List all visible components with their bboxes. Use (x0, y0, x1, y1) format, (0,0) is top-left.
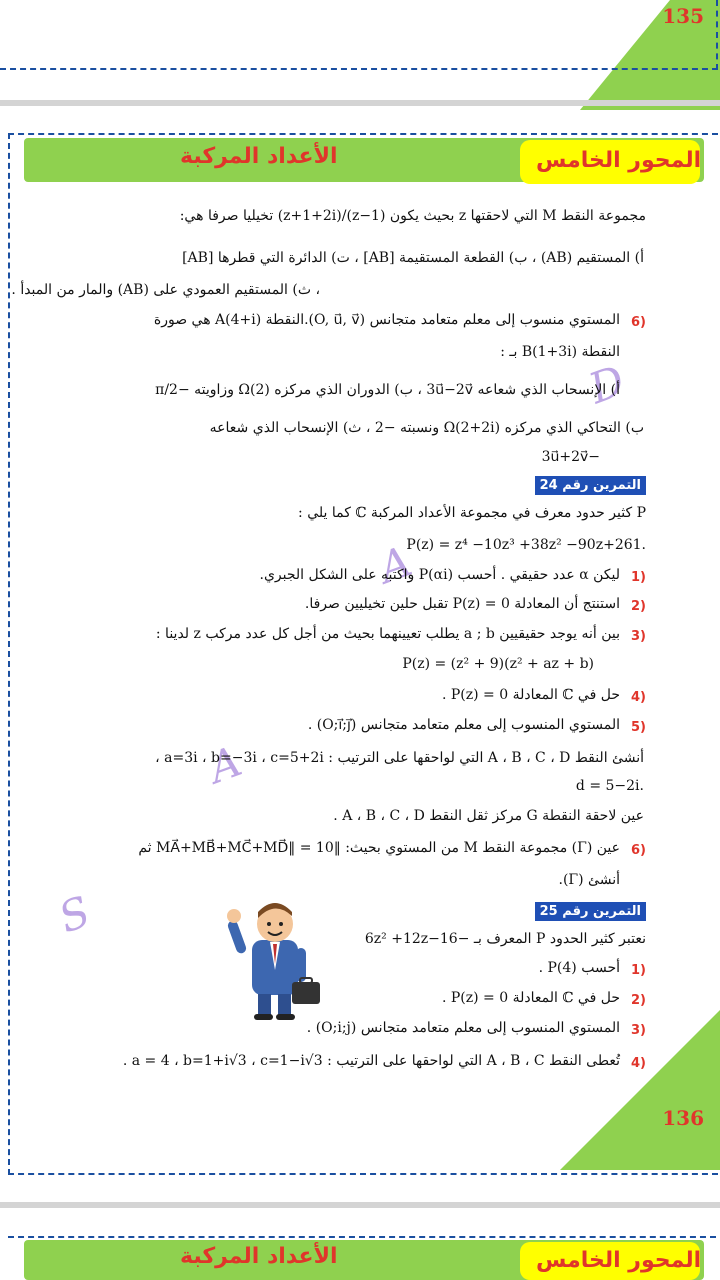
page-separator (0, 100, 720, 106)
text-line: .d = 5−2i (575, 778, 644, 794)
watermark-letter-s: S (52, 886, 97, 943)
page-border-bottom (0, 68, 718, 70)
text-line: المستوي منسوب إلى معلم متعامد متجانس (O, u⃗, v⃗).النقطة A(4+i) هي صورة (153, 312, 620, 328)
text-line: عين (Γ) مجموعة النقط M من المستوي بحيث: ‖MA⃗+MB⃗+MC⃗+MD⃗‖ = 10 ثم (138, 840, 620, 856)
page-border-right (716, 0, 718, 70)
text-line: نعتبر كثير الحدود P المعرف بـ −6z² +12z−16 (364, 931, 646, 947)
exercise-heading: التمرين رقم 25 (535, 902, 646, 921)
question-number: 5) (631, 720, 646, 735)
page-number-top: 135 (662, 4, 704, 28)
text-line: النقطة B(1+3i) بـ : (500, 344, 620, 360)
question-number: 1) (631, 570, 646, 585)
text-line: أنشئ (Γ). (558, 872, 620, 888)
text-line: مجموعة النقط M التي لاحقتها z بحيث يكون (z−1)/(z+1+2i) تخيليا صرفا هي: (179, 208, 646, 224)
watermark-letter-a2: A (202, 736, 248, 793)
text-line: ، ث) المستقيم العمودي على (AB) والمار من المبدأ . (11, 282, 320, 298)
banner-title: الأعداد المركبة (180, 144, 338, 169)
watermark-letter-a1: A (372, 536, 418, 593)
text-line: −3u⃗+2v⃗ (541, 449, 600, 465)
watermark-letter-d: D (582, 355, 632, 414)
text-line: أ) المستقيم (AB) ، ب) القطعة المستقيمة [AB] ، ت) الدائرة التي قطرها [AB] (182, 250, 644, 266)
text-line: المستوي المنسوب إلى معلم متعامد متجانس (O;i;j) . (306, 1020, 620, 1036)
text-line: حل في ℂ المعادلة P(z) = 0 . (441, 990, 620, 1006)
text-line: أ) الإنسحاب الذي شعاعه 3u⃗−2v⃗ ، ب) الدوران الذي مركزه Ω(2) وزاويته −π/2 (155, 382, 620, 398)
question-number: 6) (631, 315, 646, 330)
corner-triangle-bottom (560, 1010, 720, 1170)
text-line: أنشئ النقط A ، B ، C ، D التي لواحقها على الترتيب : a=3i ، b=−3i ، c=5+2i ، (155, 750, 644, 766)
text-line: أحسب P(4) . (538, 960, 620, 976)
question-number: 6) (631, 843, 646, 858)
next-page-border (8, 1236, 716, 1238)
question-number: 4) (631, 690, 646, 705)
text-line: بين أنه يوجد حقيقيين a ; b يطلب تعيينهما بحيث من أجل كل عدد مركب z لدينا : (155, 626, 620, 642)
text-line: تُعطى النقط A ، B ، C التي لواحقها على الترتيب : a = 4 ، b=1+i√3 ، c=1−i√3 . (122, 1053, 620, 1069)
text-line: حل في ℂ المعادلة P(z) = 0 . (441, 687, 620, 703)
question-number: 2) (631, 599, 646, 614)
page-number-mid: 136 (662, 1106, 704, 1130)
question-number: 3) (631, 1023, 646, 1038)
question-number: 3) (631, 629, 646, 644)
text-line: استنتج أن المعادلة P(z) = 0 تقبل حلين تخيليين صرفا. (304, 596, 620, 612)
question-number: 2) (631, 993, 646, 1008)
text-line: P(z) = (z² + 9)(z² + az + b) (402, 656, 594, 672)
page-separator (0, 1202, 720, 1208)
businessman-illustration (222, 900, 332, 1020)
chapter-label: المحور الخامس (536, 148, 702, 173)
banner-title: الأعداد المركبة (180, 1244, 338, 1269)
text-line: عين لاحقة النقطة G مركز ثقل النقط A ، B ، C ، D . (333, 808, 644, 824)
text-line: المستوي المنسوب إلى معلم متعامد متجانس (O;i⃗;j⃗) . (307, 717, 620, 733)
text-line: ب) التحاكي الذي مركزه Ω(2+2i) ونسبته −2 ، ث) الإنسحاب الذي شعاعه (209, 420, 644, 436)
text-line: ليكن α عدد حقيقي . أحسب P(αi) واكتبه على الشكل الجبري. (259, 567, 620, 583)
question-number: 4) (631, 1056, 646, 1071)
text-line: .P(z) = z⁴ −10z³ +38z² −90z+261 (406, 537, 646, 553)
exercise-heading: التمرين رقم 24 (535, 476, 646, 495)
chapter-label: المحور الخامس (536, 1248, 702, 1273)
question-number: 1) (631, 963, 646, 978)
text-line: P كثير حدود معرف في مجموعة الأعداد المركبة ℂ كما يلي : (298, 505, 646, 521)
